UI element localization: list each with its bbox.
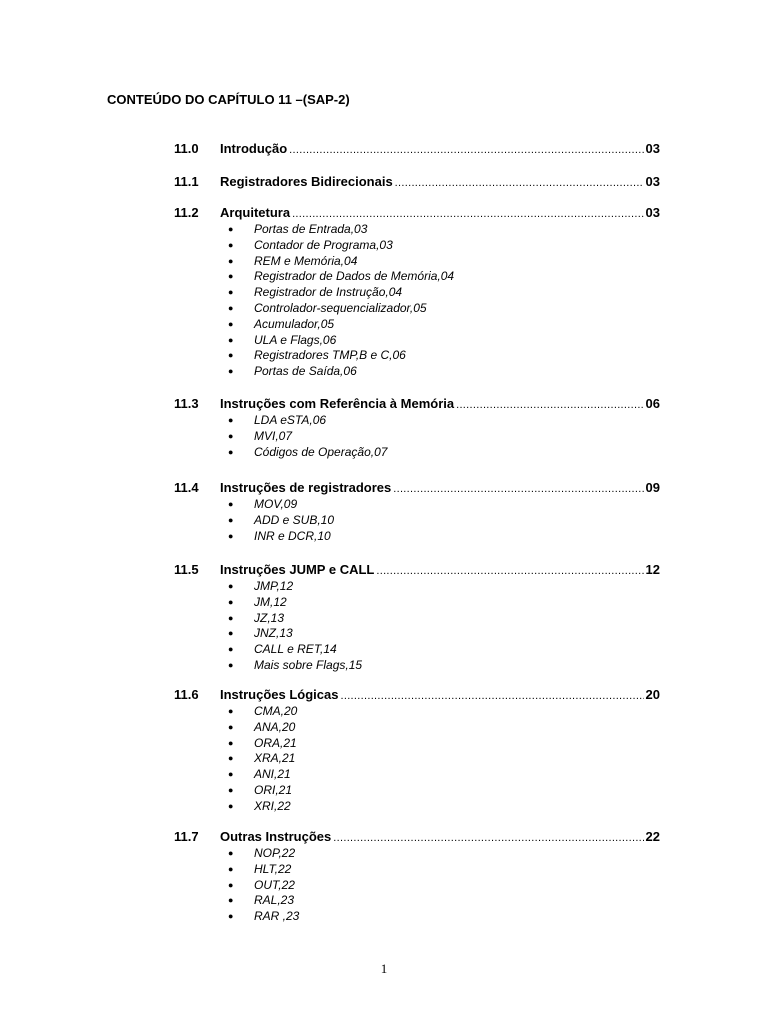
section-title-row bbox=[220, 480, 660, 495]
list-item bbox=[0, 846, 768, 862]
list-item-label: JZ,13 bbox=[254, 610, 285, 625]
bullet-icon: ● bbox=[228, 596, 234, 607]
bullet-icon: ● bbox=[228, 628, 234, 639]
bullet-icon: ● bbox=[228, 415, 234, 425]
list-item bbox=[0, 862, 768, 878]
list-item-label: Registradores TMP,B e C,06 bbox=[254, 348, 406, 363]
bullet-icon: ● bbox=[228, 863, 234, 874]
bullet-icon: ● bbox=[228, 530, 234, 541]
page-number: 1 bbox=[380, 961, 388, 976]
bullet-icon: ● bbox=[228, 612, 234, 623]
list-item-label: RAR ,23 bbox=[254, 909, 300, 924]
bullet-icon: ● bbox=[228, 239, 234, 250]
bullet-icon: ● bbox=[228, 848, 234, 858]
section-title-row bbox=[220, 174, 660, 189]
section-number: 11.2 bbox=[174, 205, 199, 220]
subitem-list bbox=[0, 222, 768, 380]
list-item-label: RAL,23 bbox=[254, 893, 295, 908]
section-title: Instruções com Referência à Memória bbox=[220, 396, 455, 411]
toc-section bbox=[0, 562, 768, 674]
bullet-icon: ● bbox=[228, 430, 234, 441]
list-item bbox=[0, 720, 768, 736]
bullet-icon: ● bbox=[228, 800, 234, 811]
bullet-icon: ● bbox=[228, 769, 234, 780]
list-item-label: Contador de Programa,03 bbox=[254, 237, 393, 252]
section-number: 11.1 bbox=[174, 174, 199, 189]
section-title-row bbox=[220, 205, 660, 220]
section-page-number: 20 bbox=[645, 687, 660, 702]
list-item bbox=[0, 611, 768, 627]
list-item-label: ANI,21 bbox=[254, 767, 291, 782]
list-item-label: CMA,20 bbox=[254, 704, 298, 718]
list-item bbox=[0, 269, 768, 285]
list-item bbox=[0, 364, 768, 380]
section-number: 11.3 bbox=[174, 396, 199, 411]
list-item bbox=[0, 445, 768, 461]
list-item-label: REM e Memória,04 bbox=[254, 253, 358, 268]
toc-section bbox=[0, 396, 768, 460]
section-title-row bbox=[220, 829, 660, 844]
list-item bbox=[0, 704, 768, 720]
list-item bbox=[0, 317, 768, 333]
list-item-label: Registrador de Dados de Memória,04 bbox=[254, 269, 455, 284]
bullet-icon: ● bbox=[228, 753, 234, 764]
bullet-icon: ● bbox=[228, 911, 234, 922]
section-title: Instruções de registradores bbox=[220, 480, 392, 495]
list-item-label: NOP,22 bbox=[254, 846, 296, 860]
bullet-icon: ● bbox=[228, 514, 234, 525]
toc-section bbox=[0, 829, 768, 925]
bullet-icon: ● bbox=[228, 879, 234, 890]
list-item-label: CALL e RET,14 bbox=[254, 642, 337, 657]
section-number: 11.7 bbox=[174, 829, 199, 844]
list-item-label: Registrador de Instrução,04 bbox=[254, 285, 403, 300]
list-item bbox=[0, 348, 768, 364]
subitem-list bbox=[0, 497, 768, 544]
list-item-label: JM,12 bbox=[254, 594, 287, 609]
list-item-label: JNZ,13 bbox=[254, 626, 293, 641]
list-item bbox=[0, 529, 768, 545]
list-item bbox=[0, 497, 768, 513]
list-item bbox=[0, 642, 768, 658]
dot-leader bbox=[456, 399, 643, 411]
section-number: 11.4 bbox=[174, 480, 199, 495]
section-title-row bbox=[220, 687, 660, 702]
list-item bbox=[0, 513, 768, 529]
list-item-label: ADD e SUB,10 bbox=[254, 512, 335, 527]
section-page-number: 03 bbox=[645, 141, 660, 156]
toc-section-heading bbox=[0, 829, 768, 846]
toc-section bbox=[0, 480, 768, 544]
list-item bbox=[0, 429, 768, 445]
bullet-icon: ● bbox=[228, 446, 234, 457]
bullet-icon: ● bbox=[228, 271, 234, 282]
dot-leader bbox=[289, 144, 643, 156]
dot-leader bbox=[376, 565, 643, 577]
section-page-number: 03 bbox=[645, 205, 660, 220]
bullet-icon: ● bbox=[228, 721, 234, 732]
bullet-icon: ● bbox=[228, 895, 234, 906]
list-item bbox=[0, 254, 768, 270]
list-item bbox=[0, 238, 768, 254]
list-item-label: LDA eSTA,06 bbox=[254, 413, 327, 427]
subitem-list bbox=[0, 846, 768, 925]
dot-leader bbox=[333, 832, 643, 844]
list-item bbox=[0, 579, 768, 595]
section-title-row bbox=[220, 141, 660, 156]
bullet-icon: ● bbox=[228, 224, 234, 234]
dot-leader bbox=[395, 177, 644, 189]
dot-leader bbox=[292, 208, 643, 220]
subitem-list bbox=[0, 579, 768, 674]
bullet-icon: ● bbox=[228, 784, 234, 795]
toc-section-heading bbox=[0, 480, 768, 497]
list-item-label: Portas de Saída,06 bbox=[254, 364, 357, 379]
section-title: Instruções Lógicas bbox=[220, 687, 339, 702]
subitem-list bbox=[0, 704, 768, 815]
list-item bbox=[0, 878, 768, 894]
list-item-label: Portas de Entrada,03 bbox=[254, 222, 368, 236]
bullet-icon: ● bbox=[228, 318, 234, 329]
list-item bbox=[0, 909, 768, 925]
list-item-label: ULA e Flags,06 bbox=[254, 332, 337, 347]
bullet-icon: ● bbox=[228, 366, 234, 377]
bullet-icon: ● bbox=[228, 334, 234, 345]
bullet-icon: ● bbox=[228, 287, 234, 298]
toc-section-heading bbox=[0, 562, 768, 579]
toc-section-heading bbox=[0, 396, 768, 413]
dot-leader bbox=[340, 690, 643, 702]
section-number: 11.6 bbox=[174, 687, 199, 702]
list-item bbox=[0, 595, 768, 611]
toc-section bbox=[0, 205, 768, 380]
toc-section-heading bbox=[0, 141, 768, 158]
section-page-number: 12 bbox=[645, 562, 660, 577]
list-item-label: INR e DCR,10 bbox=[254, 528, 331, 543]
toc-section-heading bbox=[0, 174, 768, 191]
list-item bbox=[0, 893, 768, 909]
list-item bbox=[0, 658, 768, 674]
list-item-label: ANA,20 bbox=[254, 719, 296, 734]
list-item-label: Acumulador,05 bbox=[254, 316, 335, 331]
list-item bbox=[0, 285, 768, 301]
bullet-icon: ● bbox=[228, 644, 234, 655]
list-item bbox=[0, 333, 768, 349]
list-item bbox=[0, 751, 768, 767]
section-page-number: 03 bbox=[645, 174, 660, 189]
list-item-label: XRI,22 bbox=[254, 798, 291, 813]
document-title: CONTEÚDO DO CAPÍTULO 11 –(SAP-2) bbox=[107, 92, 350, 107]
list-item bbox=[0, 413, 768, 429]
list-item-label: OUT,22 bbox=[254, 877, 295, 892]
toc-section-heading bbox=[0, 687, 768, 704]
toc-section bbox=[0, 174, 768, 191]
list-item bbox=[0, 222, 768, 238]
bullet-icon: ● bbox=[228, 255, 234, 266]
dot-leader bbox=[393, 483, 643, 495]
section-number: 11.0 bbox=[174, 141, 199, 156]
list-item-label: HLT,22 bbox=[254, 861, 292, 876]
list-item bbox=[0, 799, 768, 815]
section-title: Instruções JUMP e CALL bbox=[220, 562, 375, 577]
list-item-label: MOV,09 bbox=[254, 497, 298, 511]
bullet-icon: ● bbox=[228, 302, 234, 313]
bullet-icon: ● bbox=[228, 350, 234, 361]
toc-section bbox=[0, 141, 768, 158]
list-item bbox=[0, 783, 768, 799]
list-item-label: JMP,12 bbox=[254, 579, 294, 593]
section-title: Arquitetura bbox=[220, 205, 291, 220]
section-title: Registradores Bidirecionais bbox=[220, 174, 393, 189]
list-item-label: XRA,21 bbox=[254, 751, 296, 766]
section-title: Outras Instruções bbox=[220, 829, 332, 844]
list-item bbox=[0, 736, 768, 752]
list-item-label: Controlador-sequencializador,05 bbox=[254, 300, 427, 315]
section-title-row bbox=[220, 396, 660, 411]
section-page-number: 06 bbox=[645, 396, 660, 411]
section-page-number: 09 bbox=[645, 480, 660, 495]
toc-section bbox=[0, 687, 768, 815]
list-item bbox=[0, 301, 768, 317]
bullet-icon: ● bbox=[228, 581, 234, 591]
section-page-number: 22 bbox=[645, 829, 660, 844]
list-item-label: Códigos de Operação,07 bbox=[254, 444, 388, 459]
list-item-label: ORA,21 bbox=[254, 735, 297, 750]
toc-section-heading bbox=[0, 205, 768, 222]
bullet-icon: ● bbox=[228, 706, 234, 716]
section-number: 11.5 bbox=[174, 562, 199, 577]
list-item-label: MVI,07 bbox=[254, 428, 293, 443]
list-item bbox=[0, 626, 768, 642]
list-item-label: Mais sobre Flags,15 bbox=[254, 657, 363, 672]
bullet-icon: ● bbox=[228, 499, 234, 509]
bullet-icon: ● bbox=[228, 737, 234, 748]
list-item-label: ORI,21 bbox=[254, 782, 293, 797]
section-title-row bbox=[220, 562, 660, 577]
section-title: Introdução bbox=[220, 141, 288, 156]
subitem-list bbox=[0, 413, 768, 460]
bullet-icon: ● bbox=[228, 659, 234, 670]
list-item bbox=[0, 767, 768, 783]
